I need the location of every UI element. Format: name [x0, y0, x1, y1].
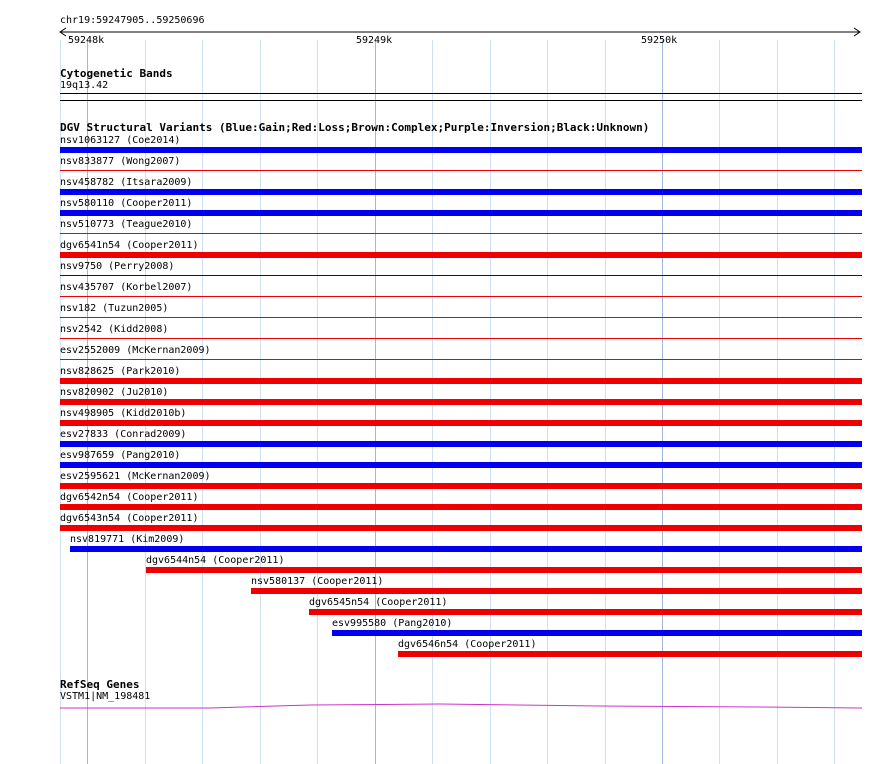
- cyto-track-title: Cytogenetic Bands: [60, 67, 173, 80]
- dgv-variant-label[interactable]: nsv435707 (Korbel2007): [60, 282, 193, 293]
- ruler-tick-59248k: 59248k: [68, 35, 105, 46]
- refseq-gene-feature[interactable]: [0, 700, 890, 712]
- dgv-variant-label[interactable]: nsv580110 (Cooper2011): [60, 198, 193, 209]
- dgv-variant-label[interactable]: dgv6541n54 (Cooper2011): [60, 240, 199, 251]
- locus-label: chr19:59247905..59250696: [60, 15, 205, 26]
- dgv-variant-label[interactable]: dgv6543n54 (Cooper2011): [60, 513, 199, 524]
- cyto-band-label: 19q13.42: [60, 80, 109, 91]
- dgv-variant-bar[interactable]: [398, 651, 862, 657]
- ruler-tick-59249k: 59249k: [356, 35, 393, 46]
- dgv-variant-bar[interactable]: [60, 170, 862, 171]
- dgv-variant-bar[interactable]: [251, 588, 862, 594]
- dgv-variant-bar[interactable]: [60, 252, 862, 258]
- dgv-variant-bar[interactable]: [60, 338, 862, 339]
- refseq-gene-label[interactable]: VSTM1|NM_198481: [60, 691, 151, 702]
- refseq-track-title: RefSeq Genes: [60, 678, 140, 691]
- dgv-variant-label[interactable]: nsv828625 (Park2010): [60, 366, 181, 377]
- dgv-variant-label[interactable]: esv27833 (Conrad2009): [60, 429, 187, 440]
- dgv-variant-label[interactable]: esv2552009 (McKernan2009): [60, 345, 211, 356]
- cyto-band-top-line: [60, 93, 862, 94]
- dgv-variant-bar[interactable]: [60, 483, 862, 489]
- dgv-variant-bar[interactable]: [60, 359, 862, 360]
- dgv-variant-bar[interactable]: [60, 441, 862, 447]
- dgv-variant-label[interactable]: nsv510773 (Teague2010): [60, 219, 193, 230]
- dgv-variant-label[interactable]: nsv820902 (Ju2010): [60, 387, 169, 398]
- dgv-variant-label[interactable]: dgv6544n54 (Cooper2011): [146, 555, 285, 566]
- dgv-variant-label[interactable]: dgv6545n54 (Cooper2011): [309, 597, 448, 608]
- dgv-variant-label[interactable]: nsv498905 (Kidd2010b): [60, 408, 187, 419]
- dgv-variant-bar[interactable]: [146, 567, 862, 573]
- dgv-variant-label[interactable]: dgv6546n54 (Cooper2011): [398, 639, 537, 650]
- dgv-variant-bar[interactable]: [60, 275, 862, 276]
- dgv-variant-label[interactable]: nsv819771 (Kim2009): [70, 534, 185, 545]
- dgv-variant-bar[interactable]: [60, 296, 862, 297]
- dgv-variant-label[interactable]: esv995580 (Pang2010): [332, 618, 453, 629]
- dgv-variant-bar[interactable]: [60, 189, 862, 195]
- dgv-variant-bar[interactable]: [60, 378, 862, 384]
- dgv-variant-label[interactable]: nsv2542 (Kidd2008): [60, 324, 169, 335]
- dgv-variant-label[interactable]: esv2595621 (McKernan2009): [60, 471, 211, 482]
- dgv-variant-label[interactable]: nsv182 (Tuzun2005): [60, 303, 169, 314]
- ruler-tick-59250k: 59250k: [641, 35, 678, 46]
- cyto-band-bottom-line: [60, 100, 862, 101]
- dgv-variant-bar[interactable]: [70, 546, 862, 552]
- dgv-variant-label[interactable]: nsv580137 (Cooper2011): [251, 576, 384, 587]
- ruler-axis[interactable]: [0, 26, 890, 38]
- dgv-variant-label[interactable]: esv987659 (Pang2010): [60, 450, 181, 461]
- dgv-variant-label[interactable]: nsv833877 (Wong2007): [60, 156, 181, 167]
- dgv-variant-label[interactable]: nsv458782 (Itsara2009): [60, 177, 193, 188]
- dgv-variant-bar[interactable]: [60, 462, 862, 468]
- dgv-variant-bar[interactable]: [60, 233, 862, 234]
- dgv-track-title: DGV Structural Variants (Blue:Gain;Red:Loss;Brown:Complex;Purple:Inversion;Black:Unknown): [60, 121, 650, 134]
- dgv-variant-label[interactable]: nsv9750 (Perry2008): [60, 261, 175, 272]
- dgv-variant-bar[interactable]: [60, 525, 862, 531]
- dgv-variant-bar[interactable]: [60, 317, 862, 318]
- dgv-variant-label[interactable]: dgv6542n54 (Cooper2011): [60, 492, 199, 503]
- dgv-variant-bar[interactable]: [60, 147, 862, 153]
- dgv-variant-label[interactable]: nsv1063127 (Coe2014): [60, 135, 181, 146]
- dgv-variant-bar[interactable]: [309, 609, 862, 615]
- dgv-variant-bar[interactable]: [60, 210, 862, 216]
- dgv-variant-bar[interactable]: [60, 420, 862, 426]
- dgv-variant-bar[interactable]: [332, 630, 862, 636]
- dgv-variant-bar[interactable]: [60, 504, 862, 510]
- dgv-variant-bar[interactable]: [60, 399, 862, 405]
